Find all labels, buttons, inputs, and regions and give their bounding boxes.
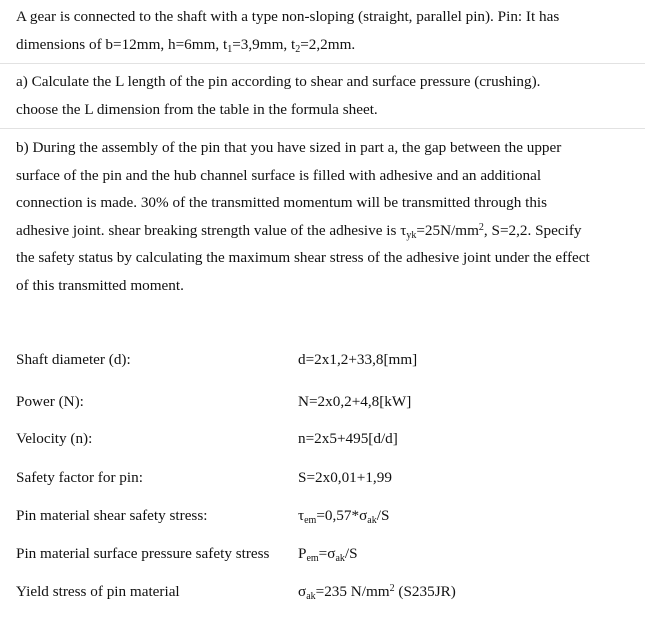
value-symbol: τ (298, 507, 305, 524)
value-superscript: 2 (389, 583, 395, 594)
t1-subscript: 1 (227, 44, 233, 55)
given-row-velocity (16, 429, 636, 449)
part-b-line-4-mid: =25N/mm (416, 222, 479, 239)
given-value: d=2x1,2+33,8[mm] (298, 351, 418, 368)
value-mid: =235 N/mm (315, 583, 390, 600)
value-mid: =σ (318, 545, 336, 562)
given-label: Safety factor for pin: (16, 469, 143, 486)
value-subscript: em (304, 515, 317, 526)
given-label: Yield stress of pin material (16, 583, 180, 600)
part-b-line-3: connection is made. 30% of the transmitted momentum will be transmitted through this (16, 194, 548, 211)
intro-line-2-prefix: dimensions of b=12mm, h=6mm, t (16, 36, 228, 53)
given-value: S=2x0,01+1,99 (298, 469, 392, 486)
given-label: Shaft diameter (d): (16, 351, 131, 368)
mm2-superscript: 2 (478, 222, 484, 233)
tau-yk-subscript: yk (406, 230, 417, 241)
value-suffix: /S (344, 545, 358, 562)
t2-subscript: 2 (295, 44, 301, 55)
part-b-line-4-suffix: , S=2,2. Specify (483, 222, 582, 239)
given-label: Pin material surface pressure safety stress (16, 545, 270, 562)
part-b-line-1: b) During the assembly of the pin that you have sized in part a, the gap between the upper (16, 139, 562, 156)
value-suffix: (S235JR) (394, 583, 456, 600)
value-symbol: σ (298, 583, 307, 600)
intro-line-1: A gear is connected to the shaft with a type non-sloping (straight, parallel pin). Pin: It has (16, 8, 560, 25)
intro-line-2-suffix: =2,2mm. (300, 36, 356, 53)
value-subscript-2: ak (367, 515, 377, 526)
given-label: Velocity (n): (16, 430, 93, 447)
given-row-shear-safety-stress (16, 506, 636, 526)
divider-1 (0, 63, 645, 64)
part-b-line-2: surface of the pin and the hub channel surface is filled with adhesive and an additional (16, 167, 542, 184)
part-a-line-2: choose the L dimension from the table in the formula sheet. (16, 101, 378, 118)
part-b-line-5: the safety status by calculating the maximum shear stress of the adhesive joint under the effect (16, 249, 590, 266)
part-a-line-1: a) Calculate the L length of the pin according to shear and surface pressure (crushing). (16, 73, 541, 90)
value-subscript-2: ak (335, 553, 345, 564)
value-subscript: ak (306, 591, 316, 602)
given-row-surface-pressure-stress (16, 544, 636, 564)
value-subscript: em (306, 553, 319, 564)
value-suffix: /S (376, 507, 390, 524)
intro-line-2 (16, 36, 355, 54)
given-row-power (16, 392, 636, 412)
given-value (298, 582, 456, 602)
part-b-line-4 (16, 222, 581, 240)
given-row-shaft-diameter (16, 350, 636, 370)
given-row-safety-factor (16, 468, 636, 488)
intro-line-2-mid: =3,9mm, t (232, 36, 296, 53)
given-label: Power (N): (16, 393, 84, 410)
given-label: Pin material shear safety stress: (16, 507, 208, 524)
value-symbol: P (298, 545, 307, 562)
value-mid: =0,57*σ (316, 507, 368, 524)
given-value: N=2x0,2+4,8[kW] (298, 393, 412, 410)
given-value (298, 544, 358, 564)
given-value: n=2x5+495[d/d] (298, 430, 398, 447)
given-row-yield-stress (16, 582, 636, 602)
given-value (298, 506, 389, 526)
divider-2 (0, 128, 645, 129)
part-b-line-6: of this transmitted moment. (16, 277, 184, 294)
part-b-line-4-prefix: adhesive joint. shear breaking strength value of the adhesive is τ (16, 222, 407, 239)
